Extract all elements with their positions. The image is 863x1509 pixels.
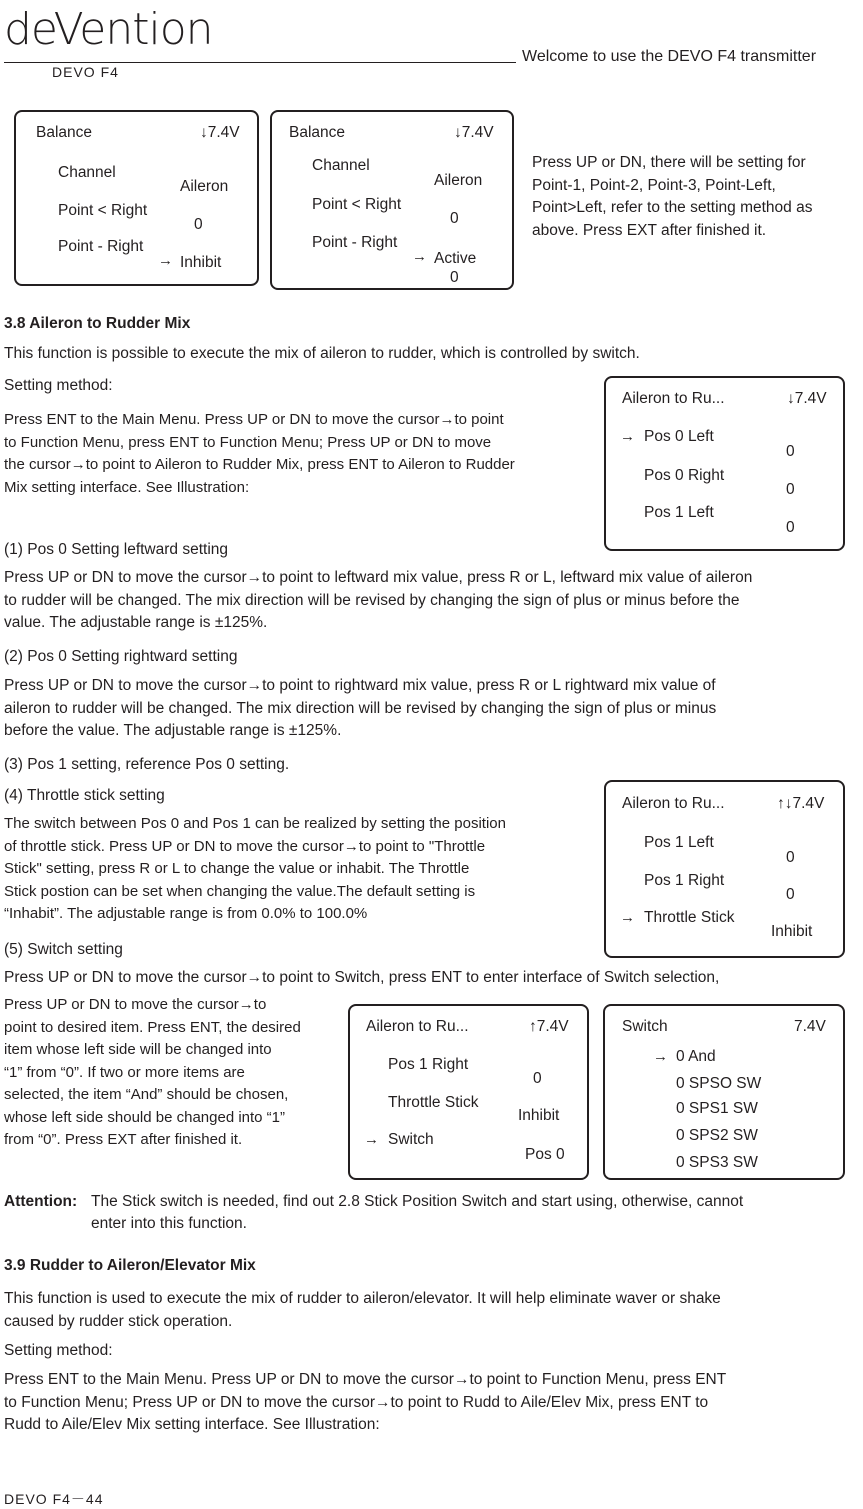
switch-item-sps3: 0 SPS3 SW [676,1154,758,1171]
section-intro-3-9 [4,1288,860,1333]
text-line: whose left side should be changed into “1” [4,1108,286,1126]
header-rule [4,62,516,63]
menu-value-pos1-right: 0 [786,886,795,903]
text-line: value. The adjustable range is ±125%. [4,614,268,631]
menu-row-channel: Channel [58,164,116,181]
subheading-pos0-right: (2) Pos 0 Setting rightward setting [4,648,238,665]
lcd-screen-balance-inhibit [14,110,259,286]
text-line: to Function Menu; Press UP or DN to move the cursor→to point to Rudd to Aile/Elev Mix, press ENT to [4,1393,709,1411]
menu-row-throttle-stick: Throttle Stick [388,1094,479,1111]
text-line: Press UP or DN, there will be setting for [532,154,806,171]
balance-note [532,152,858,242]
menu-row-pos0-right: Pos 0 Right [644,467,725,484]
setting-method-body-3-9 [4,1369,860,1437]
setting-method-label: Setting method: [4,377,113,394]
text-line: of throttle stick. Press UP or DN to move the cursor→to point to "Throttle [4,837,486,855]
text-line: the cursor→to point to Aileron to Rudder Mix, press ENT to Aileron to Rudder [4,456,515,473]
text-line: point to desired item. Press ENT, the desired [4,1018,301,1036]
text-line: Mix setting interface. See Illustration: [4,478,250,496]
text-line: Press UP or DN to move the cursor→to point to leftward mix value, press R or L, leftward mix value of aileron [4,569,753,586]
setting-method-body [4,409,596,499]
battery-voltage: ↓7.4V [787,390,827,407]
menu-row-pos0-left: Pos 0 Left [644,428,714,445]
switch-intro-line: Press UP or DN to move the cursor→to point to Switch, press ENT to enter interface of Switch selection, [4,969,720,986]
page-header-title: Welcome to use the DEVO F4 transmitter [522,48,817,65]
menu-row-point-lt-right: Point < Right [312,196,402,213]
attention-line-2: enter into this function. [91,1215,247,1232]
menu-row-pos1-left: Pos 1 Left [644,834,714,851]
cursor-arrow-icon: → [620,428,635,445]
menu-row-pos1-right: Pos 1 Right [644,872,725,889]
body-switch [4,994,338,1152]
menu-value-point-right: Active [434,250,477,267]
switch-item-spso: 0 SPSO SW [676,1075,762,1092]
attention-label: Attention: [4,1193,78,1210]
text-line: item whose left side will be changed into [4,1041,272,1058]
attention-line-1: The Stick switch is needed, find out 2.8 Stick Position Switch and start using, otherwise, cannot [91,1193,744,1210]
text-line: selected, the item “And” should be chosen, [4,1086,289,1103]
subheading-switch: (5) Switch setting [4,941,123,958]
text-line: Press ENT to the Main Menu. Press UP or DN to move the cursor→to point [4,411,504,428]
menu-row-pos1-right: Pos 1 Right [388,1056,469,1073]
menu-value-throttle-stick: Inhibit [771,923,813,940]
menu-row-switch: Switch [388,1131,434,1148]
menu-value-pos1-left: 0 [786,849,795,866]
subheading-pos1: (3) Pos 1 setting, reference Pos 0 setting. [4,756,290,773]
battery-voltage: ↓7.4V [200,124,240,141]
menu-row-point-right: Point - Right [312,234,398,251]
text-line: Press ENT to the Main Menu. Press UP or DN to move the cursor→to point to Function Menu, press ENT [4,1371,727,1388]
model-label: DEVO F4 [52,64,119,80]
text-line: aileron to rudder will be changed. The mix direction will be revised by changing the sign of plus or minus [4,699,717,717]
text-line: This function is used to execute the mix of rudder to aileron/elevator. It will help eliminate waver or shake [4,1290,721,1307]
menu-row-point-right: Point - Right [58,238,144,255]
menu-value-throttle-stick: Inhibit [518,1107,560,1124]
menu-row-channel: Channel [312,157,370,174]
text-line: from “0”. Press EXT after finished it. [4,1131,243,1148]
menu-value-point-right: Inhibit [180,254,222,271]
section-heading-3-8: 3.8 Aileron to Rudder Mix [4,315,191,332]
text-line: caused by rudder stick operation. [4,1312,233,1330]
text-line: Stick" setting, press R or L to change the value or inhabit. The Throttle [4,860,470,877]
body-pos0-left [4,567,860,635]
brand-logo: deVention [4,4,213,55]
menu-value-channel: Aileron [180,178,229,195]
text-line: above. Press EXT after finished it. [532,221,767,239]
lcd-screen-aileron-rudder-pos0 [604,376,845,551]
screen-title: Balance [289,124,346,141]
menu-row-point-lt-right: Point < Right [58,202,148,219]
subheading-pos0-left: (1) Pos 0 Setting leftward setting [4,541,229,558]
menu-value-pos0-left: 0 [786,443,795,460]
menu-row-pos1-left: Pos 1 Left [644,504,714,521]
menu-value-point-lt-right: 0 [450,210,459,227]
text-line: Point>Left, refer to the setting method as [532,199,813,216]
subheading-throttle-stick: (4) Throttle stick setting [4,787,165,804]
menu-value-pos1-left: 0 [786,519,795,536]
text-line: Point-1, Point-2, Point-3, Point-Left, [532,176,776,194]
menu-value-point-lt-right: 0 [194,216,203,233]
battery-voltage: ↑↓7.4V [777,795,825,812]
cursor-arrow-icon: → [412,248,427,265]
body-pos0-right [4,675,860,743]
text-line: to Function Menu, press ENT to Function Menu; Press UP or DN to move [4,433,492,451]
menu-value-channel: Aileron [434,172,483,189]
cursor-arrow-icon: → [364,1131,379,1148]
text-line: Stick postion can be set when changing the value.The default setting is [4,882,476,900]
text-line: before the value. The adjustable range is ±125%. [4,722,342,739]
screen-title: Aileron to Ru... [622,795,725,812]
page-footer: DEVO F4－44 [4,1491,104,1507]
cursor-arrow-icon: → [653,1048,668,1065]
text-line: “Inhabit”. The adjustable range is from 0.0% to 100.0% [4,905,368,922]
section-intro-3-8: This function is possible to execute the mix of aileron to rudder, which is controlled by switch. [4,345,640,362]
switch-item-sps2: 0 SPS2 SW [676,1127,758,1144]
battery-voltage: 7.4V [794,1018,826,1035]
text-line: Rudd to Aile/Elev Mix setting interface. See Illustration: [4,1416,380,1433]
lcd-screen-balance-active [270,110,514,290]
lcd-screen-aileron-rudder-switch [348,1004,589,1180]
screen-title: Aileron to Ru... [366,1018,469,1035]
switch-item-sps1: 0 SPS1 SW [676,1100,758,1117]
setting-method-label-3-9: Setting method: [4,1342,113,1359]
battery-voltage: ↓7.4V [454,124,494,141]
text-line: Press UP or DN to move the cursor→to point to rightward mix value, press R or L rightward mix value of [4,677,716,694]
cursor-arrow-icon: → [620,909,635,926]
text-line: “1” from “0”. If two or more items are [4,1063,245,1081]
menu-value-pos1-right: 0 [533,1070,542,1087]
menu-value-extra: 0 [450,269,459,286]
menu-value-pos0-right: 0 [786,481,795,498]
cursor-arrow-icon: → [158,252,173,269]
text-line: to rudder will be changed. The mix direction will be revised by changing the sign of plus or minus before the [4,591,740,609]
body-throttle-stick [4,813,588,926]
lcd-screen-switch-selection [603,1004,845,1180]
text-line: Press UP or DN to move the cursor→to [4,996,267,1013]
screen-title: Aileron to Ru... [622,390,725,407]
switch-item-and: 0 And [676,1048,716,1065]
screen-title: Switch [622,1018,668,1035]
menu-value-switch: Pos 0 [525,1146,565,1163]
battery-voltage: ↑7.4V [529,1018,569,1035]
screen-title: Balance [36,124,93,141]
menu-row-throttle-stick: Throttle Stick [644,909,735,926]
lcd-screen-aileron-rudder-throttle [604,780,845,958]
text-line: The switch between Pos 0 and Pos 1 can be realized by setting the position [4,815,506,832]
section-heading-3-9: 3.9 Rudder to Aileron/Elevator Mix [4,1257,256,1274]
